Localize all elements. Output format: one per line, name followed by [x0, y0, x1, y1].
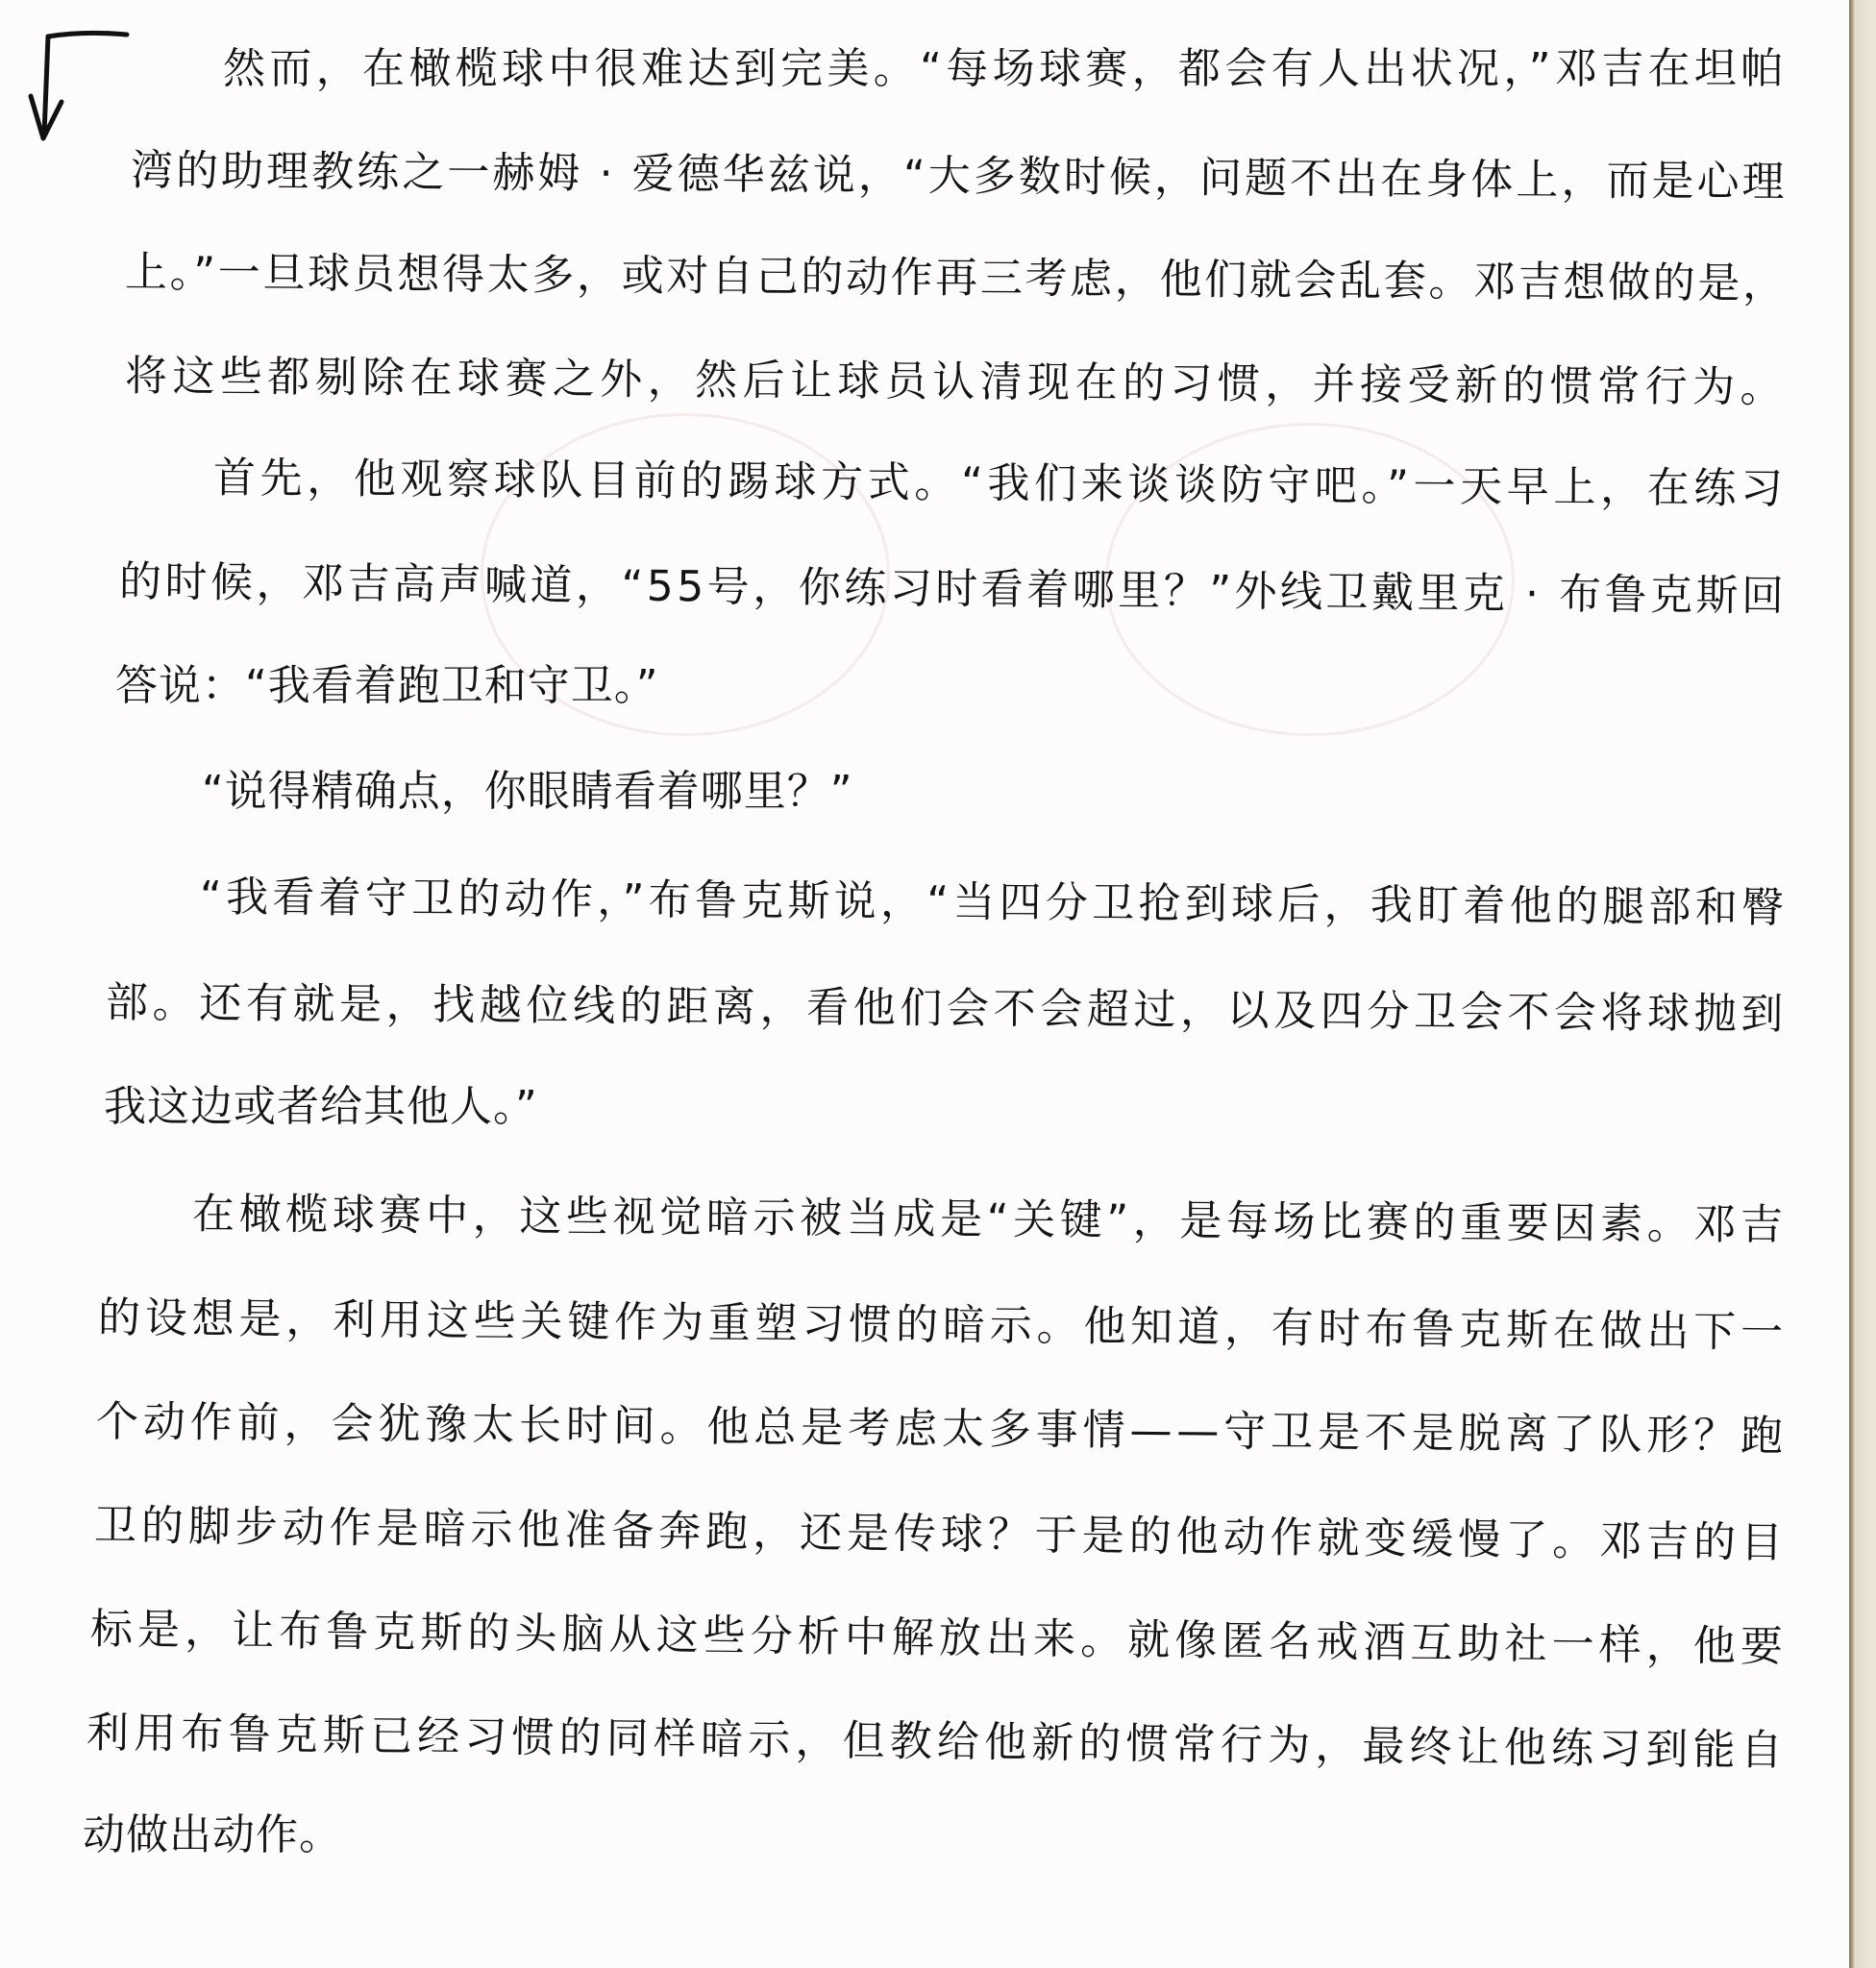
- text-line: 利用布鲁克斯已经习惯的同样暗示，但教给他新的惯常行为，最终让他练习到能自: [86, 1709, 1789, 1776]
- text-line: 的时候，邓吉高声喊道，“55号，你练习时看着哪里？”外线卫戴里克 · 布鲁克斯回: [118, 557, 1788, 622]
- text-line: 在橄榄球赛中，这些视觉暗示被当成是“关键”，是每场比赛的重要因素。邓吉: [191, 1190, 1788, 1250]
- text-line: 动做出动作。: [83, 1810, 342, 1859]
- text-line: 卫的脚步动作是暗示他准备奔跑，还是传球？于是的他动作就变缓慢了。邓吉的目: [93, 1501, 1789, 1568]
- text-line: 然而，在橄榄球中很难达到完美。“每场球赛，都会有人出状况，”邓吉在坦帕: [223, 44, 1788, 93]
- text-line: 的设想是，利用这些关键作为重塑习惯的暗示。他知道，有时布鲁克斯在做出下一: [97, 1293, 1789, 1358]
- text-line: 答说：“我看着跑卫和守卫。”: [115, 661, 659, 710]
- text-line: 首先，他观察球队目前的踢球方式。“我们来谈谈防守吧。”一天早上，在练习: [212, 454, 1788, 514]
- text-line: 上。”一旦球员想得太多，或对自己的动作再三考虑，他们就会乱套。邓吉想做的是，: [124, 248, 1788, 309]
- text-line: 湾的助理教练之一赫姆 · 爱德华兹说，“大多数时候，问题不出在身体上，而是心理: [130, 146, 1788, 208]
- text-line: “说得精确点，你眼睛看着哪里？”: [202, 767, 853, 816]
- text-line: 部。还有就是，找越位线的距离，看他们会不会超过，以及四分卫会不会将球抛到: [105, 978, 1789, 1040]
- text-line: 个动作前，会犹豫太长时间。他总是考虑太多事情——守卫是不是脱离了队形？跑: [95, 1397, 1789, 1462]
- text-line: 将这些都剔除在球赛之外，然后让球员认清现在的习惯，并接受新的惯常行为。: [124, 352, 1789, 413]
- text-line: 我这边或者给其他人。”: [104, 1082, 538, 1131]
- text-line: “我看着守卫的动作，”布鲁克斯说，“当四分卫抢到球后，我盯着他的腿部和臀: [199, 873, 1789, 933]
- text-line: 标是，让布鲁克斯的头脑从这些分析中解放出来。就像匿名戒酒互助社一样，他要: [89, 1605, 1789, 1672]
